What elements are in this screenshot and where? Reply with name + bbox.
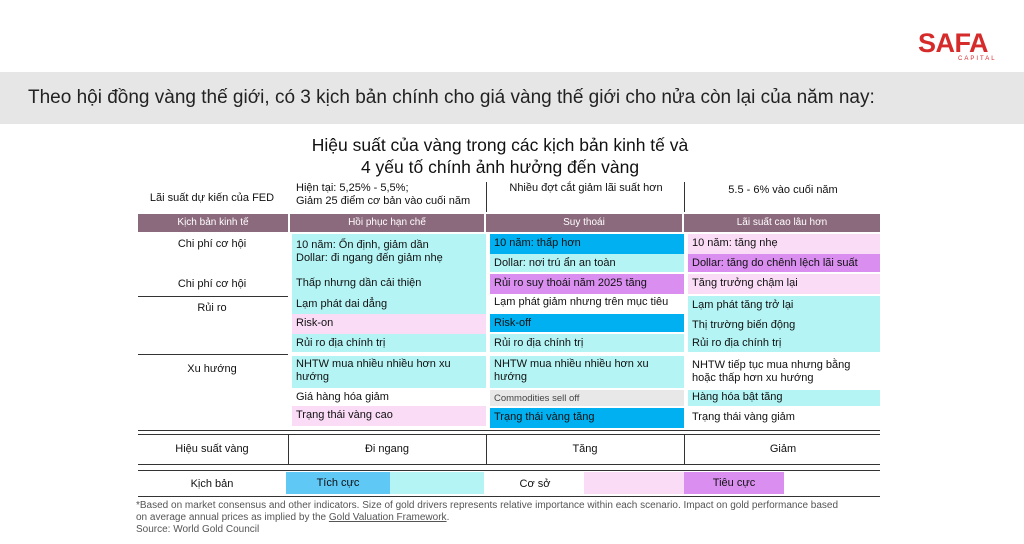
fed-label: Lãi suất dự kiến của FED — [149, 192, 275, 204]
col2-b3: Rủi ro địa chính trị — [490, 334, 684, 352]
col3-b1: Lạm phát tăng trở lại — [688, 296, 880, 316]
col2-a1: 10 năm: thấp hơn — [490, 234, 684, 254]
header-scenario: Kịch bản kinh tế — [138, 214, 288, 232]
gold-valuation-framework-link[interactable]: Gold Valuation Framework — [328, 512, 447, 523]
footnote — [136, 500, 896, 536]
safa-capital-logo — [914, 28, 1004, 64]
title-line-2: 4 yếu tố chính ảnh hưởng đến vàng — [360, 157, 640, 177]
col2-a2: Dollar: nơi trú ẩn an toàn — [490, 254, 684, 272]
col3-a2: Dollar: tăng do chênh lệch lãi suất — [688, 254, 880, 272]
header-col1: Hồi phục hạn chế — [290, 214, 484, 232]
col3-a3: Tăng trưởng chậm lại — [688, 274, 880, 294]
col3-b3: Rủi ro địa chính trị — [688, 334, 880, 352]
col2-b1: Lạm phát giảm nhưng trên mục tiêu — [494, 296, 669, 308]
header-col3: Lãi suất cao lâu hơn — [684, 214, 880, 232]
logo-subtext: CAPITAL — [958, 56, 997, 62]
scenario-label: Kịch bản — [190, 478, 234, 490]
fed-col3: 5.5 - 6% vào cuối năm — [728, 184, 838, 196]
col1-b1: Lạm phát dai dẳng — [292, 296, 486, 314]
fed-col1-line2: Giảm 25 điểm cơ bản vào cuối năm — [296, 195, 471, 207]
col1-c3: Trạng thái vàng cao — [292, 406, 486, 426]
footnote-line-2 — [136, 512, 896, 524]
col3-c2: Hàng hóa bật tăng — [688, 390, 880, 406]
performance-label: Hiệu suất vàng — [175, 443, 249, 455]
col1-c2: Giá hàng hóa giảm — [296, 391, 389, 403]
legend-negative: Tiêu cực — [684, 472, 784, 494]
fed-col1-line1: Hiện tại: 5,25% - 5,5%; — [296, 182, 409, 194]
col2-c1: NHTW mua nhiều nhiều hơn xu hướng — [490, 356, 684, 388]
banner — [0, 72, 1024, 124]
col1-a3: Thấp nhưng dần cải thiện — [292, 274, 486, 296]
legend-base-swatch — [584, 472, 684, 494]
table-title — [200, 134, 800, 178]
performance-col3: Giảm — [769, 443, 797, 455]
header-col2: Suy thoái — [486, 214, 682, 232]
legend-positive: Tích cực — [286, 472, 390, 494]
footnote-line-1: *Based on market consensus and other indicators. Size of gold drivers represents relative importance within each scenario. Impact on gold performance based — [136, 500, 839, 511]
footnote-source: Source: World Gold Council — [136, 524, 260, 535]
col1-c1: NHTW mua nhiều nhiều hơn xu hướng — [292, 356, 486, 388]
banner-text: Theo hội đồng vàng thế giới, có 3 kịch bản chính cho giá vàng thế giới cho nửa còn lại của năm nay: — [28, 87, 875, 108]
legend-base: Cơ sở — [519, 478, 551, 490]
col3-c1: NHTW tiếp tục mua nhưng bằng hoặc thấp hơn xu hướng — [692, 359, 851, 384]
row-label-opportunity-cost-2: Chi phí cơ hội — [177, 278, 247, 290]
footnote-line-2-pre: on average annual prices as implied by the — [136, 512, 329, 523]
row-label-opportunity-cost-1: Chi phí cơ hội — [177, 238, 247, 250]
col1-a2: Dollar: đi ngang đến giảm nhẹ — [296, 252, 443, 264]
footnote-line-2-post: . — [446, 512, 450, 523]
performance-col1: Đi ngang — [364, 443, 410, 455]
col3-a1: 10 năm: tăng nhẹ — [688, 234, 880, 254]
col2-b2: Risk-off — [490, 314, 684, 332]
title-line-1: Hiệu suất của vàng trong các kịch bản kinh tế và — [311, 135, 689, 155]
logo-text: SAFA — [918, 28, 989, 58]
col1-opportunity-cost — [292, 234, 486, 274]
fed-col1 — [292, 182, 484, 208]
col2-c3: Trạng thái vàng tăng — [490, 408, 684, 428]
col1-b2: Risk-on — [292, 314, 486, 334]
legend-positive-swatch — [390, 472, 484, 494]
performance-col2: Tăng — [572, 443, 598, 455]
row-label-trend: Xu hướng — [187, 363, 237, 375]
fed-col2: Nhiều đợt cắt giảm lãi suất hơn — [509, 182, 663, 194]
col3-b2: Thị trường biến động — [688, 316, 880, 334]
col2-c2: Commodities sell off — [490, 390, 684, 406]
row-label-risk: Rủi ro — [197, 302, 227, 314]
col2-a3: Rủi ro suy thoái năm 2025 tăng — [490, 274, 684, 294]
col1-b3: Rủi ro địa chính trị — [292, 334, 486, 352]
col1-a1: 10 năm: Ổn định, giảm dần — [296, 239, 429, 251]
col3-c3: Trạng thái vàng giảm — [692, 411, 795, 423]
